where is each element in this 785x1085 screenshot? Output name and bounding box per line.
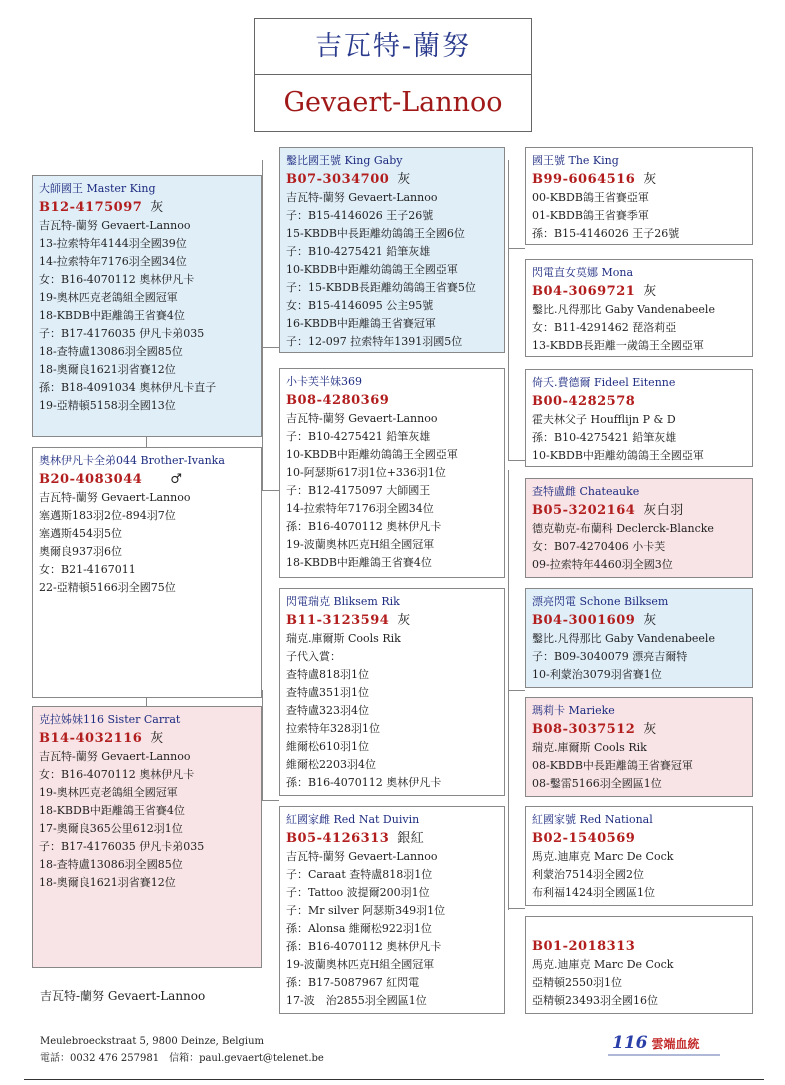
pedigree-line: 亞精頓23493羽全國16位 xyxy=(532,994,658,1007)
pedigree-line: 鑿比.凡得那比 Gaby Vandenabeele xyxy=(532,303,715,316)
pedigree-line: 22-亞精頓5166羽全國75位 xyxy=(39,581,176,594)
ring-number: B99-6064516 灰 xyxy=(532,172,657,187)
dam-sire-card xyxy=(279,588,505,796)
pigeon-name: 小卡芙半妹369 xyxy=(286,375,362,388)
pedigree-line: 19-奧林匹克老鴿組全國冠軍 xyxy=(39,786,178,799)
self-card xyxy=(32,447,262,698)
pedigree-line: 18-KBDB中距離鴿王省賽4位 xyxy=(39,309,185,322)
pedigree-line: 馬克.迪庫克 Marc De Cock xyxy=(532,958,674,971)
sire-card xyxy=(32,175,262,437)
dam-sire-dam-card xyxy=(525,697,753,797)
pedigree-line: 塞邁斯183羽2位-894羽7位 xyxy=(39,509,176,522)
pedigree-line: 子：B17-4176035 伊凡卡弟035 xyxy=(39,327,205,340)
pedigree-line: 19-亞精頓5158羽全國13位 xyxy=(39,399,176,412)
pigeon-color: 灰白羽 xyxy=(643,503,684,518)
pedigree-line: 16-KBDB中距離鴿王省賽冠軍 xyxy=(286,317,436,330)
address-line: Meulebroeckstraat 5, 9800 Deinze, Belgium xyxy=(40,1036,264,1047)
connector-line xyxy=(508,690,525,691)
pedigree-line: 18-查特盧13086羽全國85位 xyxy=(39,345,183,358)
pedigree-line: 17-波 治2855羽全國區1位 xyxy=(286,994,427,1007)
title-english: Gevaert-Lannoo xyxy=(283,87,503,118)
pedigree-line: 子：B10-4275421 鉛筆灰雄 xyxy=(286,430,431,443)
pedigree-line: 查特盧351羽1位 xyxy=(286,686,369,699)
ring-number: B05-3202164 灰白羽 xyxy=(532,503,684,518)
ring-number: B12-4175097 灰 xyxy=(39,200,164,215)
pedigree-line: 查特盧818羽1位 xyxy=(286,668,369,681)
dam-dam-card xyxy=(279,806,505,1014)
pedigree-line: 馬克.迪庫克 Marc De Cock xyxy=(532,850,674,863)
pigeon-name: 瑪莉卡 Marieke xyxy=(532,704,615,717)
pedigree-line: 子：15-KBDB長距離幼鴿鴿王省賽5位 xyxy=(286,281,476,294)
pedigree-line: 18-KBDB中距離鴿王省賽4位 xyxy=(286,556,432,569)
pigeon-color: 灰 xyxy=(397,613,411,628)
pigeon-color: 銀紅 xyxy=(397,831,425,846)
pedigree-line: 子：B09-3040079 漂亮吉爾特 xyxy=(532,650,688,663)
pedigree-line: 子：B10-4275421 鉛筆灰雄 xyxy=(286,245,431,258)
pigeon-name: 閃電直女莫娜 Mona xyxy=(532,266,634,279)
pedigree-line: 子：Mr silver 阿瑟斯349羽1位 xyxy=(286,904,446,917)
pedigree-line: 孫：B16-4070112 奧林伊凡卡 xyxy=(286,776,442,789)
pedigree-line: 孫：B17-5087967 紅閃電 xyxy=(286,976,420,989)
connector-line xyxy=(262,160,263,490)
connector-line xyxy=(508,460,525,461)
pedigree-line: 查特盧323羽4位 xyxy=(286,704,369,717)
pedigree-line: 女：B21-4167011 xyxy=(39,563,136,576)
contact-block xyxy=(40,1033,324,1067)
ring-number: B01-2018313 xyxy=(532,939,636,954)
pedigree-line: 13-拉索特年4144羽全國39位 xyxy=(39,237,187,250)
pedigree-line: 10-利蒙治3079羽省賽1位 xyxy=(532,668,662,681)
pigeon-name: 國王號 The King xyxy=(532,154,619,167)
sire-sire-sire-card xyxy=(525,147,753,245)
pigeon-name: 奧林伊凡卡全弟044 Brother-Ivanka xyxy=(39,454,225,467)
pedigree-line: 19-奧林匹克老鴿組全國冠軍 xyxy=(39,291,178,304)
pedigree-line: 19-波蘭奧林匹克H組全國冠軍 xyxy=(286,538,435,551)
sex-icon: ♂ xyxy=(170,472,183,487)
connector-line xyxy=(146,698,147,706)
connector-line xyxy=(508,470,509,640)
connector-line xyxy=(262,347,279,348)
pedigree-line: 奧爾良937羽6位 xyxy=(39,545,122,558)
pedigree-line: 女：B11-4291462 琵洛莉亞 xyxy=(532,321,677,334)
pigeon-name: 查特盧雌 Chateauke xyxy=(532,485,640,498)
pedigree-line: 吉瓦特-蘭努 Gevaert-Lannoo xyxy=(286,191,438,204)
ring-number: B02-1540569 xyxy=(532,831,636,846)
pigeon-name: 紅國家號 Red National xyxy=(532,813,653,826)
connector-line xyxy=(508,248,525,249)
pigeon-name: 紅國家雌 Red Nat Duivin xyxy=(286,813,420,826)
sire-dam-sire-card xyxy=(525,369,753,467)
pedigree-line: 10-KBDB中距離幼鴿鴿王全國亞軍 xyxy=(286,448,458,461)
pigeon-color: 灰 xyxy=(150,731,164,746)
pigeon-name: 大師國王 Master King xyxy=(39,182,156,195)
pedigree-line: 吉瓦特-蘭努 Gevaert-Lannoo xyxy=(39,750,191,763)
pedigree-line: 00-KBDB鴿王省賽亞軍 xyxy=(532,191,649,204)
pedigree-line: 女：B15-4146095 公主95號 xyxy=(286,299,434,312)
pedigree-line: 子代入賞： xyxy=(286,650,341,663)
ring-number: B07-3034700 灰 xyxy=(286,172,411,187)
dam-dam-dam-card xyxy=(525,916,753,1014)
pedigree-line: 10-KBDB中距離幼鴿鴿王全國亞軍 xyxy=(286,263,458,276)
pigeon-color: 灰 xyxy=(643,284,657,299)
pedigree-line: 17-奧爾良365公里612羽1位 xyxy=(39,822,183,835)
pedigree-line: 孫：B16-4070112 奧林伊凡卡 xyxy=(286,940,442,953)
pedigree-line: 孫：B15-4146026 王子26號 xyxy=(532,227,680,240)
pedigree-line: 瑞克.庫爾斯 Cools Rik xyxy=(532,741,647,754)
pedigree-line: 子：B17-4176035 伊凡卡弟035 xyxy=(39,840,205,853)
pedigree-line: 19-波蘭奧林匹克H組全國冠軍 xyxy=(286,958,435,971)
pedigree-line: 08-KBDB中長距離鴿王省賽冠軍 xyxy=(532,759,693,772)
pedigree-line: 霍夫林父子 Houfflijn P & D xyxy=(532,413,676,426)
dam-dam-sire-card xyxy=(525,806,753,906)
pedigree-line: 18-KBDB中距離鴿王省賽4位 xyxy=(39,804,185,817)
pedigree-line: 14-拉索特年7176羽全國34位 xyxy=(39,255,187,268)
ring-number: B00-4282578 xyxy=(532,394,636,409)
pigeon-name: 漂亮閃電 Schone Bilksem xyxy=(532,595,669,608)
pedigree-line: 孫：B16-4070112 奧林伊凡卡 xyxy=(286,520,442,533)
connector-line xyxy=(508,640,509,910)
pigeon-color: 灰 xyxy=(150,200,164,215)
connector-line xyxy=(262,690,263,800)
pedigree-line: 13-KBDB長距離一歲鴿王全國亞軍 xyxy=(532,339,704,352)
pigeon-color: 灰 xyxy=(643,172,657,187)
pedigree-line: 吉瓦特-蘭努 Gevaert-Lannoo xyxy=(286,412,438,425)
pedigree-line: 女：B16-4070112 奧林伊凡卡 xyxy=(39,273,195,286)
ring-number: B20-4083044 ♂ xyxy=(39,472,183,487)
pigeon-color: 灰 xyxy=(397,172,411,187)
pedigree-line: 子：B12-4175097 大師國王 xyxy=(286,484,431,497)
pedigree-line: 布利福1424羽全國區1位 xyxy=(532,886,655,899)
ring-number: B04-3001609 灰 xyxy=(532,613,657,628)
pedigree-line: 18-奧爾良1621羽省賽12位 xyxy=(39,363,176,376)
pedigree-line: 10-阿瑟斯617羽1位+336羽1位 xyxy=(286,466,446,479)
sire-sire-card xyxy=(279,147,505,353)
pigeon-name: 克拉姊妹116 Sister Carrat xyxy=(39,713,181,726)
pedigree-line: 18-奧爾良1621羽省賽12位 xyxy=(39,876,176,889)
logo xyxy=(612,1033,700,1053)
pedigree-line: 08-鑿雷5166羽全國區1位 xyxy=(532,777,662,790)
sire-dam-card xyxy=(279,368,505,578)
pedigree-line: 09-拉索特年4460羽全國3位 xyxy=(532,558,673,571)
pedigree-line: 女：B16-4070112 奧林伊凡卡 xyxy=(39,768,195,781)
pedigree-line: 女：B07-4270406 小卡芙 xyxy=(532,540,666,553)
pigeon-name: 鑿比國王號 King Gaby xyxy=(286,154,403,167)
title-box xyxy=(254,18,532,132)
dam-sire-sire-card xyxy=(525,588,753,688)
title-chinese: 吉瓦特-蘭努 xyxy=(255,19,531,75)
connector-line xyxy=(508,160,509,460)
pedigree-line: 孫：Alonsa 維爾松922羽1位 xyxy=(286,922,432,935)
bottom-rule xyxy=(24,1079,764,1080)
pedigree-line: 子：12-097 拉索特年1391羽國5位 xyxy=(286,335,463,348)
pigeon-name: 倚夭.費德爾 Fideel Eitenne xyxy=(532,376,676,389)
pedigree-line: 18-查特盧13086羽全國85位 xyxy=(39,858,183,871)
pigeon-name: 閃電瑞克 Bliksem Rik xyxy=(286,595,400,608)
pigeon-color: 灰 xyxy=(643,613,657,628)
ring-number: B08-4280369 xyxy=(286,393,390,408)
pedigree-line: 亞精頓2550羽1位 xyxy=(532,976,622,989)
pedigree-line: 塞邁斯454羽5位 xyxy=(39,527,122,540)
ring-number: B05-4126313 銀紅 xyxy=(286,831,425,846)
pedigree-line: 吉瓦特-蘭努 Gevaert-Lannoo xyxy=(286,850,438,863)
pedigree-line: 子：Tattoo 波提爾200羽1位 xyxy=(286,886,430,899)
pedigree-line: 孫：B10-4275421 鉛筆灰雄 xyxy=(532,431,677,444)
ring-number: B04-3069721 灰 xyxy=(532,284,657,299)
connector-line xyxy=(508,908,525,909)
pedigree-line: 維爾松610羽1位 xyxy=(286,740,369,753)
dam-card xyxy=(32,706,262,968)
ring-number: B11-3123594 灰 xyxy=(286,613,411,628)
pedigree-line: 瑞克.庫爾斯 Cools Rik xyxy=(286,632,401,645)
pedigree-line: 孫：B18-4091034 奧林伊凡卡直子 xyxy=(39,381,217,394)
pedigree-line: 01-KBDB鴿王省賽季軍 xyxy=(532,209,649,222)
sire-sire-dam-card xyxy=(525,259,753,357)
pigeon-color: 灰 xyxy=(643,722,657,737)
sire-dam-dam-card xyxy=(525,478,753,578)
breeder-name: 吉瓦特-蘭努 Gevaert-Lannoo xyxy=(40,989,206,1003)
pedigree-line: 維爾松2203羽4位 xyxy=(286,758,376,771)
ring-number: B14-4032116 灰 xyxy=(39,731,164,746)
pedigree-line: 15-KBDB中長距離幼鴿鴿王全國6位 xyxy=(286,227,465,240)
pedigree-line: 吉瓦特-蘭努 Gevaert-Lannoo xyxy=(39,219,191,232)
logo-underline xyxy=(608,1054,720,1056)
pedigree-line: 子：B15-4146026 王子26號 xyxy=(286,209,434,222)
contact-line: 電話：0032 476 257981 信箱：paul.gevaert@telenet.be xyxy=(40,1053,324,1064)
pedigree-line: 鑿比.凡得那比 Gaby Vandenabeele xyxy=(532,632,715,645)
logo-text: 雲端血統 xyxy=(651,1037,700,1051)
logo-number: 116 xyxy=(612,1033,648,1053)
connector-line xyxy=(262,490,279,491)
pedigree-line: 吉瓦特-蘭努 Gevaert-Lannoo xyxy=(39,491,191,504)
connector-line xyxy=(262,800,279,801)
pedigree-line: 子：Caraat 查特盧818羽1位 xyxy=(286,868,433,881)
pedigree-line: 10-KBDB中距離幼鴿鴿王全國亞軍 xyxy=(532,449,704,462)
pedigree-line: 利蒙治7514羽全國2位 xyxy=(532,868,644,881)
pedigree-line: 14-拉索特年7176羽全國34位 xyxy=(286,502,434,515)
pedigree-line: 拉索特年328羽1位 xyxy=(286,722,380,735)
connector-line xyxy=(146,437,147,447)
ring-number: B08-3037512 灰 xyxy=(532,722,657,737)
pedigree-line: 德克勒克-布蘭科 Declerck-Blancke xyxy=(532,522,714,535)
